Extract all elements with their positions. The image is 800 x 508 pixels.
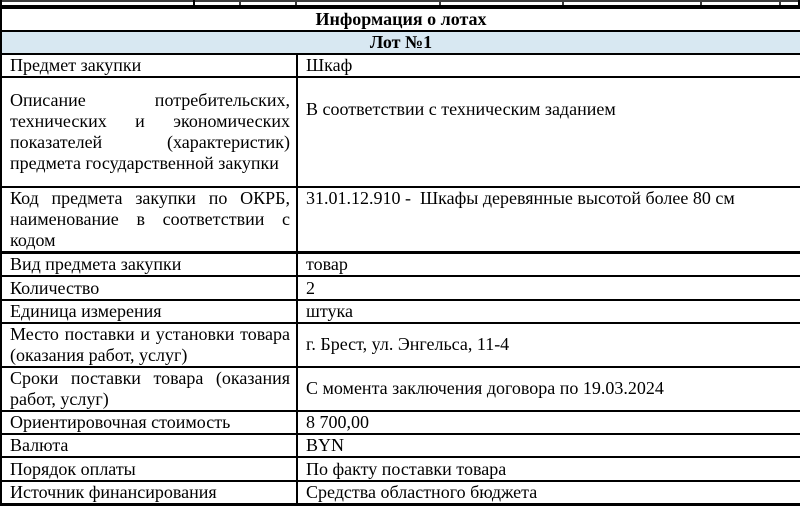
table-row bbox=[1, 481, 800, 505]
clipped-text-band bbox=[2, 0, 798, 2]
clipped-text-fragment bbox=[779, 2, 781, 6]
table-row bbox=[1, 54, 800, 77]
row-label: Порядок оплаты bbox=[1, 457, 297, 480]
clipped-text-fragment bbox=[439, 2, 441, 6]
row-label: Место поставки и установки товара (оказания работ, услуг) bbox=[1, 323, 297, 367]
lot-info-table bbox=[0, 7, 800, 506]
table-row bbox=[1, 77, 800, 187]
row-value: товар bbox=[297, 253, 800, 277]
cell-divider bbox=[193, 0, 195, 5]
row-label: Источник финансирования bbox=[1, 481, 297, 505]
lot-header-row bbox=[1, 31, 800, 54]
table-row bbox=[1, 434, 800, 457]
row-label: Код предмета закупки по ОКРБ, наименование в соответствии с кодом bbox=[1, 187, 297, 253]
row-value: Шкаф bbox=[297, 54, 800, 77]
section-title: Информация о лотах bbox=[1, 8, 800, 31]
row-label: Предмет закупки bbox=[1, 54, 297, 77]
row-label: Количество bbox=[1, 276, 297, 299]
row-value: С момента заключения договора по 19.03.2024 bbox=[297, 367, 800, 411]
table-row bbox=[1, 276, 800, 299]
row-value: 8 700,00 bbox=[297, 411, 800, 434]
table-row bbox=[1, 187, 800, 253]
table-row bbox=[1, 300, 800, 323]
row-value: По факту поставки товара bbox=[297, 457, 800, 480]
row-value: 31.01.12.910 - Шкафы деревянные высотой более 80 см bbox=[297, 187, 800, 253]
row-label: Сроки поставки товара (оказания работ, услуг) bbox=[1, 367, 297, 411]
table-row bbox=[1, 367, 800, 411]
row-label: Валюта bbox=[1, 434, 297, 457]
row-label: Вид предмета закупки bbox=[1, 253, 297, 277]
table-row bbox=[1, 411, 800, 434]
row-label: Описание потребительских, технических и экономических показателей (характеристик) предмета государственной закупки bbox=[1, 77, 297, 187]
section-title-row bbox=[1, 8, 800, 31]
clipped-text-fragment bbox=[562, 2, 564, 6]
row-value: В соответствии с техническим заданием bbox=[297, 77, 800, 187]
table-row bbox=[1, 457, 800, 480]
lot-title: Лот №1 bbox=[1, 31, 800, 54]
row-value: штука bbox=[297, 300, 800, 323]
row-value: 2 bbox=[297, 276, 800, 299]
clipped-row-above bbox=[0, 0, 800, 7]
table-row bbox=[1, 323, 800, 367]
row-label: Ориентировочная стоимость bbox=[1, 411, 297, 434]
clipped-text-fragment bbox=[239, 2, 241, 6]
row-value: Средства областного бюджета bbox=[297, 481, 800, 505]
clipped-text-fragment bbox=[700, 2, 702, 6]
row-value: BYN bbox=[297, 434, 800, 457]
table-row bbox=[1, 253, 800, 277]
row-label: Единица измерения bbox=[1, 300, 297, 323]
row-value: г. Брест, ул. Энгельса, 11-4 bbox=[297, 323, 800, 367]
clipped-text-fragment bbox=[295, 2, 297, 6]
